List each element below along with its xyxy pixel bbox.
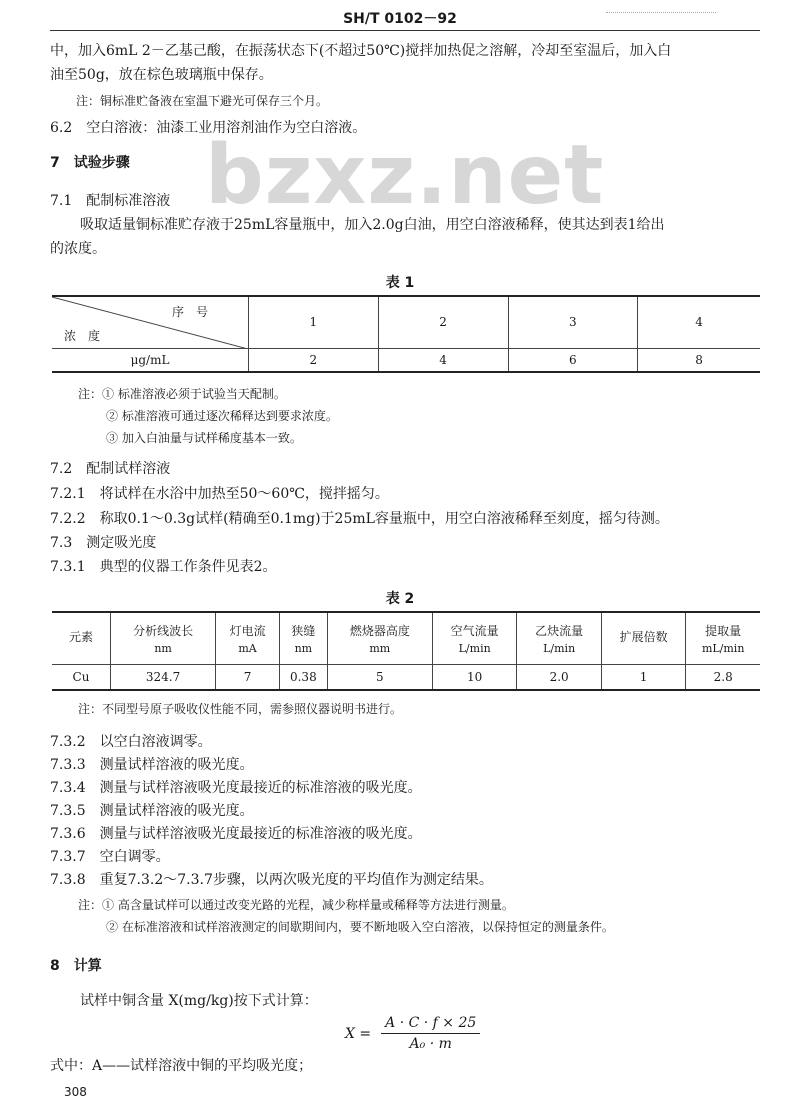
table-1-caption: 表 1 — [385, 275, 415, 291]
table-2-header-cell: 乙炔流量 L/min — [517, 612, 601, 664]
section-7-3-1: 7.3.1 典型的仪器工作条件见表2。 — [50, 559, 277, 575]
section-7-title: 试验步骤 — [73, 155, 130, 171]
table-2-cell: 10 — [432, 664, 516, 690]
section-7-2-heading: 7.2 配制试样溶液 — [50, 461, 171, 477]
table-1-value-cell: 6 — [508, 348, 638, 372]
table-1-note-1: 注：① 标准溶液必须于试验当天配制。 — [78, 387, 286, 401]
step-7-3-5: 7.3.5 测量试样溶液的吸光度。 — [50, 803, 254, 819]
section-7-1-line-2: 的浓度。 — [50, 241, 106, 257]
table-2-note: 注：不同型号原子吸收仪性能不同，需参照仪器说明书进行。 — [78, 702, 403, 716]
step-7-3-4: 7.3.4 测量与试样溶液吸光度最接近的标准溶液的吸光度。 — [50, 780, 422, 796]
section-7-1-line-1: 吸取适量铜标准贮存液于25mL容量瓶中，加入2.0g白油，用空白溶液稀释，使其达到表1给出 — [80, 217, 665, 233]
section-7-1-heading: 7.1 配制标准溶液 — [50, 193, 171, 209]
page-header: SH/T 0102－92 — [343, 11, 457, 27]
step-7-3-3: 7.3.3 测量试样溶液的吸光度。 — [50, 757, 254, 773]
table-1 — [52, 295, 760, 373]
table-1-header-cell: 3 — [508, 296, 638, 348]
formula-lhs: X = — [345, 1025, 372, 1042]
section-6-2: 6.2 空白溶液：油漆工业用溶剂油作为空白溶液。 — [50, 120, 367, 136]
table-1-header-cell: 1 — [249, 296, 379, 348]
section-7-heading — [50, 152, 130, 174]
step-7-3-7: 7.3.7 空白调零。 — [50, 849, 170, 865]
table-1-note-2: ② 标准溶液可通过逐次稀释达到要求浓度。 — [106, 409, 338, 423]
table-1-header-cell: 2 — [378, 296, 508, 348]
step-7-3-8: 7.3.8 重复7.3.2～7.3.7步骤，以两次吸光度的平均值作为测定结果。 — [50, 872, 493, 888]
table-2-header-cell: 扩展倍数 — [601, 612, 685, 664]
copper-formula — [345, 1015, 480, 1052]
section-7-2-2: 7.2.2 称取0.1～0.3g试样(精确至0.1mg)于25mL容量瓶中，用空白溶液稀释至刻度，摇匀待测。 — [50, 511, 669, 527]
table-2-header-cell: 分析线波长 nm — [111, 612, 216, 664]
table-2-cell: 0.38 — [279, 664, 327, 690]
table-2-header-cell: 提取量 mL/min — [686, 612, 760, 664]
table-2-header-cell: 元素 — [52, 612, 111, 664]
table-2-header-cell: 灯电流 mA — [216, 612, 280, 664]
table-2-header-cell: 燃烧器高度 mm — [327, 612, 432, 664]
section-7-2-1: 7.2.1 将试样在水浴中加热至50～60℃，搅拌摇匀。 — [50, 486, 389, 502]
watermark: bzxz.net — [205, 128, 605, 223]
table-2-caption: 表 2 — [385, 591, 415, 607]
section-8-number: 8 — [50, 958, 60, 974]
table-1-diagonal-header — [52, 296, 249, 348]
header-rule — [50, 30, 760, 31]
formula-denominator: A₀ · m — [409, 1036, 452, 1052]
formula-numerator: A · C · f × 25 — [381, 1015, 480, 1034]
section-7-number: 7 — [50, 155, 60, 171]
table-2-cell: 1 — [601, 664, 685, 690]
formula-where: 式中：A——试样溶液中铜的平均吸光度； — [50, 1058, 313, 1074]
section-8-heading — [50, 955, 102, 977]
table-2-header-cell: 狭缝 nm — [279, 612, 327, 664]
page-number: 308 — [64, 1085, 87, 1099]
table-2-header-cell: 空气流量 L/min — [432, 612, 516, 664]
table-2-cell: 2.0 — [517, 664, 601, 690]
table-1-diag-top: 序 号 — [171, 305, 208, 319]
formula-fraction — [381, 1015, 480, 1052]
calc-intro: 试样中铜含量 X(mg/kg)按下式计算： — [80, 993, 318, 1009]
step-7-3-6: 7.3.6 测量与试样溶液吸光度最接近的标准溶液的吸光度。 — [50, 826, 422, 842]
intro-note: 注：铜标准贮备液在室温下避光可保存三个月。 — [76, 94, 329, 108]
table-2-cell: 7 — [216, 664, 280, 690]
section-8-title: 计算 — [73, 958, 102, 974]
table-1-unit-cell: μg/mL — [52, 348, 249, 372]
table-2-cell: 2.8 — [686, 664, 760, 690]
table-1-value-cell: 4 — [378, 348, 508, 372]
table-1-header-cell: 4 — [638, 296, 760, 348]
table-2-cell: 5 — [327, 664, 432, 690]
section-7-3-heading: 7.3 测定吸光度 — [50, 535, 157, 551]
table-2 — [52, 611, 760, 691]
table-2-cell: Cu — [52, 664, 111, 690]
table-1-value-cell: 2 — [249, 348, 379, 372]
table-1-value-cell: 8 — [638, 348, 760, 372]
step-7-3-2: 7.3.2 以空白溶液调零。 — [50, 734, 212, 750]
table-1-note-3: ③ 加入白油量与试样稀度基本一致。 — [106, 431, 302, 445]
steps-note-2: ② 在标准溶液和试样溶液测定的间歇期间内，要不断地吸入空白溶液，以保持恒定的测量条件。 — [106, 920, 614, 934]
intro-line-2: 油至50g，放在棕色玻璃瓶中保存。 — [50, 67, 273, 83]
steps-note-1: 注：① 高含量试样可以通过改变光路的光程，减少称样量或稀释等方法进行测量。 — [78, 898, 514, 912]
table-2-cell: 324.7 — [111, 664, 216, 690]
intro-line-1: 中，加入6mL 2－乙基己酸，在振荡状态下(不超过50℃)搅拌加热促之溶解，冷却至室温后，加入白 — [50, 43, 672, 59]
table-1-diag-bottom: 浓 度 — [64, 328, 101, 343]
